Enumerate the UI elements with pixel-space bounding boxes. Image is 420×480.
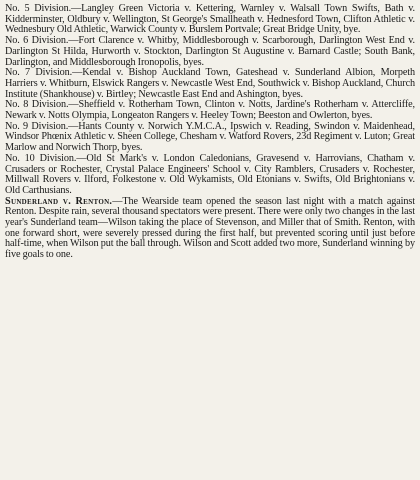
division-10-fixtures: No. 10 Division.—Old St Mark's v. London Caledonians, Gravesend v. Harrovians, Chatham v. Crusaders or Rochester, Crystal Palace Engineers' School v. City Ramblers, Crusaders v. Rochester, Millwall Rovers v. Ilford, Folkestone v. Old Wykamists, Old Etonians v. Swifts, Old Brightonians v. Old Carthusians. (5, 152, 415, 196)
division-7-fixtures: No. 7 Division.—Kendal v. Bishop Auckland Town, Gateshead v. Sunderland Albion, Morpeth Harriers v. Whitburn, Elswick Rangers v. Newcastle West End, Southwick v. Bishop Auckland, Church Institute (Shankhouse) v. Birtley; Newcastle East End and Ashington, byes. (5, 67, 415, 100)
division-8-fixtures: No. 8 Division.—Sheffield v. Rotherham Town, Clinton v. Notts, Jardine's Rotherham v. Attercliffe, Newark v. Notts Olympia, Longeaton Rangers v. Heeley Town; Beeston and Owlerton, byes. (5, 99, 415, 122)
match-report-body: —The Wearside team opened the season last night with a match against Renton. Despite rain, several thousand spectators were present. There were only two changes in the last year's Sunderland team—Wilson taking the place of Stevenson, and Miller that of Smith. Renton, with one forward short, were severely pressed during the first half, but prevented scoring until just before half-time, when Wilson put the ball through. Wilson and Scott added two more, Sunderland winning by five goals to one. (5, 195, 416, 261)
division-5-fixtures: No. 5 Division.—Langley Green Victoria v. Kettering, Warnley v. Walsall Town Swifts, Bath v. Kidderminster, Oldbury v. Wellington, St George's Smallheath v. Hednesford Town, Clifton Athletic v. Wednesbury Old Athletic, Warwick County v. Burslem Portvale; Great Bridge Unity, bye. (5, 3, 415, 36)
division-9-fixtures: No. 9 Division.—Hants County v. Norwich Y.M.C.A., Ipswich v. Reading, Swindon v. Maidenhead, Windsor Phœnix Athletic v. Sheen College, Chesham v. Watford Rovers, 23d Regiment v. Luton; Great Marlow and Norwich Thorp, byes. (5, 120, 415, 154)
match-report-heading: Sunderland v. Renton. (5, 195, 113, 207)
match-report (5, 197, 415, 261)
division-6-fixtures: No. 6 Division.—Fort Clarence v. Whitby, Middlesborough v. Scarborough, Darlington West End v. Darlington St Hilda, Hurworth v. Stockton, Darlington St Augustine v. Barnard Castle; South Bank, Darlington, and Middlesborough Ironopolis, byes. (5, 35, 415, 68)
